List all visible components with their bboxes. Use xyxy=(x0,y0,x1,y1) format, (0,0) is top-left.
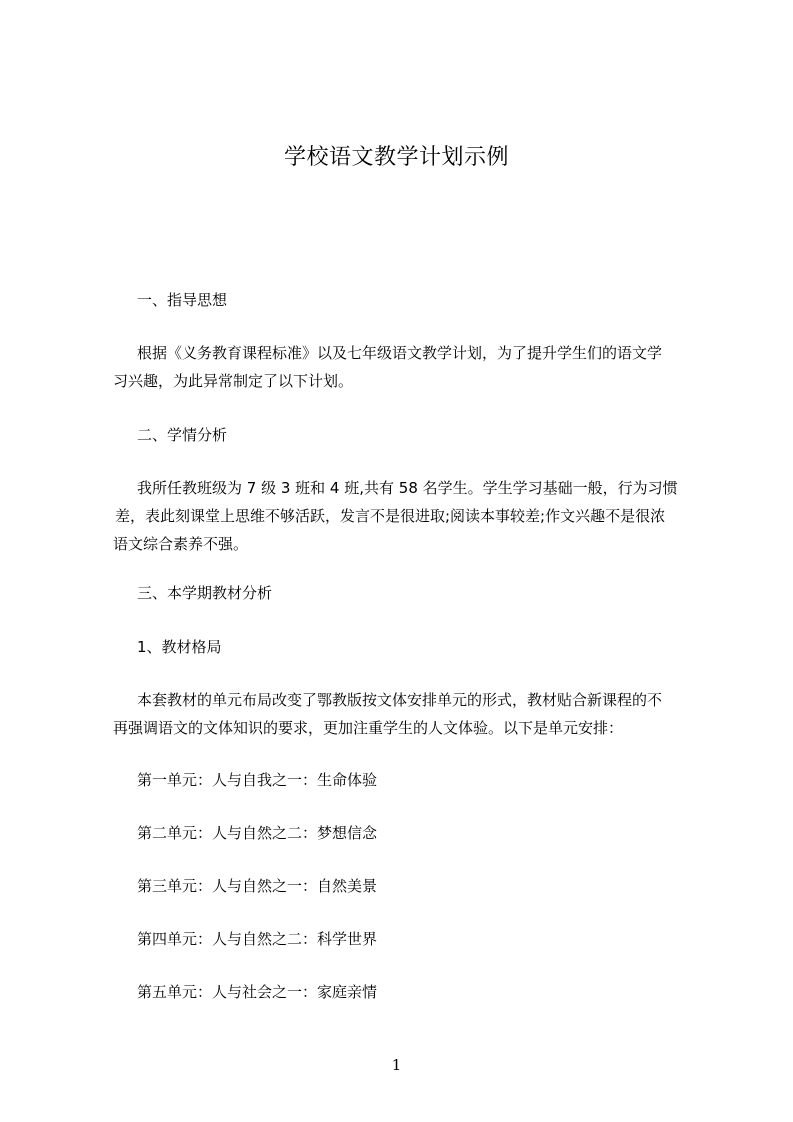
paragraph-line: 再强调语文的文体知识的要求，更加注重学生的人文体验。以下是单元安排： xyxy=(113,719,624,737)
section-heading-guiding-thought: 一、指导思想 xyxy=(137,291,228,309)
unit-item-3: 第三单元：人与自然之一：自然美景 xyxy=(137,877,378,895)
document-title: 学校语文教学计划示例 xyxy=(283,145,509,170)
page-number: 1 xyxy=(391,1056,402,1074)
paragraph-student-analysis xyxy=(113,474,713,558)
paragraph-line: 习兴趣，为此异常制定了以下计划。 xyxy=(113,372,354,390)
paragraph-line: 语文综合素养不强。 xyxy=(113,535,249,553)
paragraph-textbook-structure xyxy=(113,686,713,742)
section-heading-student-analysis: 二、学情分析 xyxy=(137,426,228,444)
section-heading-textbook-analysis: 三、本学期教材分析 xyxy=(137,584,273,602)
unit-item-1: 第一单元：人与自我之一：生命体验 xyxy=(137,771,378,789)
paragraph-line: 差，表此刻课堂上思维不够活跃，发言不是很进取;阅读本事较差;作文兴趣不是很浓 xyxy=(115,507,666,525)
subsection-heading-textbook-structure: 1、教材格局 xyxy=(137,638,222,656)
paragraph-line: 根据《义务教育课程标准》以及七年级语文教学计划，为了提升学生们的语文学 xyxy=(137,344,663,362)
paragraph-guiding-thought xyxy=(113,339,713,395)
paragraph-line: 本套教材的单元布局改变了鄂教版按文体安排单元的形式，教材贴合新课程的不 xyxy=(137,691,663,709)
unit-item-5: 第五单元：人与社会之一：家庭亲情 xyxy=(137,983,378,1001)
unit-item-4: 第四单元：人与自然之二：科学世界 xyxy=(137,930,378,948)
paragraph-line: 我所任教班级为 7 级 3 班和 4 班,共有 58 名学生。学生学习基础一般，行为习惯 xyxy=(137,479,678,497)
unit-item-2: 第二单元：人与自然之二：梦想信念 xyxy=(137,824,378,842)
